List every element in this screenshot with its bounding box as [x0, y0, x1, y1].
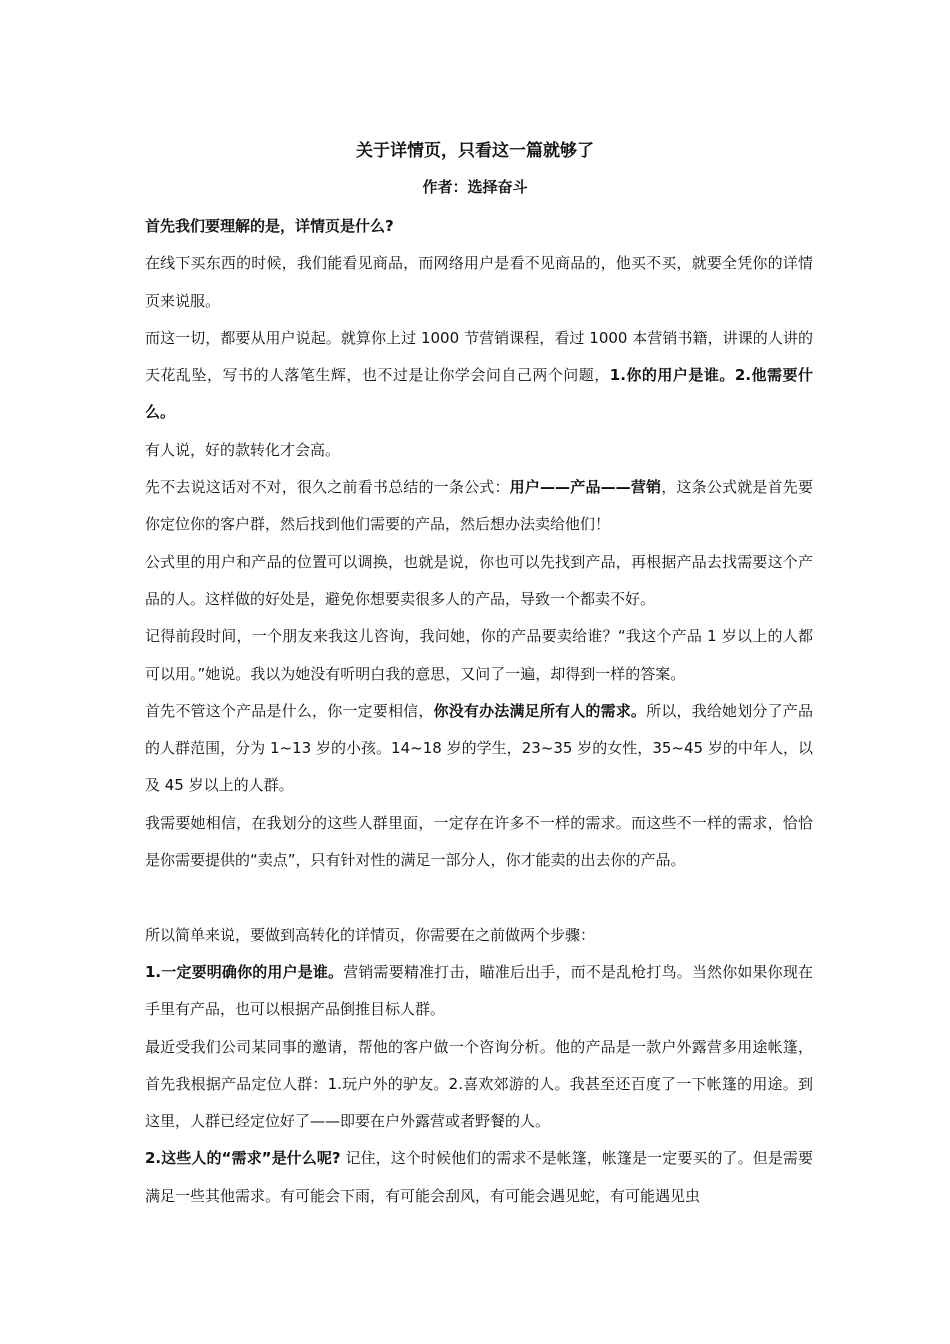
text-run: 在线下买东西的时候，我们能看见商品，而网络用户是看不见商品的，他买不买，就要全凭你的详情页来说服。 — [145, 254, 813, 310]
bold-text: 1.一定要明确你的用户是谁。 — [145, 962, 344, 981]
paragraph — [145, 805, 813, 880]
paragraph — [145, 208, 813, 245]
text-run: 记得前段时间，一个朋友来我这儿咨询，我问她，你的产品要卖给谁？“我这个产品 1 岁以上的人都可以用。”她说。我以为她没有听明白我的意思，又问了一遍，却得到一样的答案。 — [145, 627, 813, 683]
text-run: ，这条公式就是首先要你定位你的客户群，然后找到他们需要的产品，然后想办法卖给他们！ — [145, 478, 813, 534]
document-body — [145, 208, 813, 1215]
text-run: 而这一切，都要从用户说起。就算你上过 1000 节营销课程，看过 1000 本营销书籍，讲课的人讲的天花乱坠，写书的人落笔生辉，也不过是让你学会问自己两个问题， — [145, 328, 813, 385]
paragraph — [145, 432, 813, 469]
paragraph — [145, 917, 813, 954]
paragraph — [145, 954, 813, 1029]
text-run: 记住，这个时候他们的需求不是帐篷，帐篷是一定要买的了。但是需要满足一些其他需求。有可能会下雨，有可能会刮风，有可能会遇见蛇，有可能遇见虫 — [145, 1149, 813, 1205]
document-title: 关于详情页，只看这一篇就够了 — [356, 141, 594, 161]
paragraph — [145, 618, 813, 693]
text-run: 我需要她相信，在我划分的这些人群里面，一定存在许多不一样的需求。而这些不一样的需求，恰恰是你需要提供的“卖点”，只有针对性的满足一部分人，你才能卖的出去你的产品。 — [145, 813, 813, 870]
paragraph — [145, 245, 813, 320]
text-run: 所以，我给她划分了产品的人群范围，分为 1~13 岁的小孩。14~18 岁的学生，23~35 岁的女性，35~45 岁的中年人，以及 45 岁以上的人群。 — [145, 701, 813, 795]
bold-text: 首先我们要理解的是，详情页是什么? — [145, 217, 394, 235]
paragraph-spacer — [145, 879, 813, 916]
document-author: 作者：选择奋斗 — [422, 178, 528, 196]
text-run: 有人说，好的款转化才会高。 — [145, 440, 341, 459]
text-run: 先不去说这话对不对，很久之前看书总结的一条公式： — [145, 478, 510, 497]
paragraph — [145, 320, 813, 432]
text-run: 所以简单来说，要做到高转化的详情页，你需要在之前做两个步骤： — [145, 925, 596, 944]
paragraph — [145, 1029, 813, 1141]
text-run: 公式里的用户和产品的位置可以调换，也就是说，你也可以先找到产品，再根据产品去找需要这个产品的人。这样做的好处是，避免你想要卖很多人的产品，导致一个都卖不好。 — [145, 552, 813, 608]
text-run: 营销需要精准打击，瞄准后出手，而不是乱枪打鸟。当然你如果你现在手里有产品，也可以根据产品倒推目标人群。 — [145, 962, 813, 1019]
bold-text: 你没有办法满足所有人的需求。 — [433, 701, 647, 720]
paragraph — [145, 1140, 813, 1215]
bold-text: 用户——产品——营销 — [509, 478, 662, 497]
bold-text: 2.这些人的“需求”是什么呢? — [145, 1149, 341, 1168]
paragraph — [145, 469, 813, 544]
text-run: 最近受我们公司某同事的邀请，帮他的客户做一个咨询分析。他的产品是一款户外露营多用途帐篷，首先我根据产品定位人群：1.玩户外的驴友。2.喜欢郊游的人。我甚至还百度了一下帐篷的用途。到这里，人群已经定位好了——即要在户外露营或者野餐的人。 — [145, 1037, 813, 1131]
text-run: 首先不管这个产品是什么，你一定要相信， — [145, 701, 434, 720]
paragraph — [145, 693, 813, 805]
paragraph — [145, 544, 813, 619]
bold-text: 1.你的用户是谁。2.他需要什么。 — [145, 366, 813, 422]
